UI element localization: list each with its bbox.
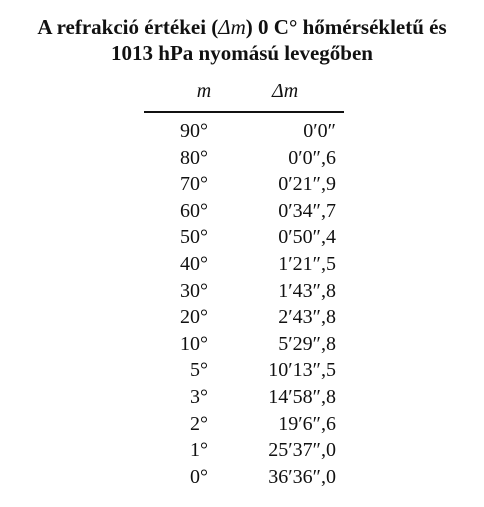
table-row (144, 331, 344, 358)
cell-delta-m: 14′58″,8 (268, 385, 336, 408)
cell-delta-m: 0′34″,7 (278, 199, 336, 222)
cell-delta-m: 0′21″,9 (278, 173, 336, 196)
cell-delta-m: 0′0″ (303, 120, 336, 142)
title-part-1: A refrakció értékei ( (37, 15, 219, 39)
table-body (144, 118, 344, 490)
title-line-1 (0, 14, 484, 40)
refraction-table (144, 80, 344, 488)
title-part-2: ) 0 C° hőmérsékletű és (245, 15, 447, 39)
cell-delta-m: 5′29″,8 (278, 332, 336, 355)
table-row (144, 464, 344, 491)
table-row (144, 118, 344, 145)
header-rule (144, 111, 344, 113)
table-row (144, 384, 344, 411)
cell-delta-m: 19′6″,6 (278, 412, 336, 435)
title-line-2: 1013 hPa nyomású levegőben (111, 41, 373, 65)
cell-m: 20° (180, 306, 208, 329)
cell-m: 5° (190, 359, 208, 382)
cell-m: 2° (190, 412, 208, 435)
cell-delta-m: 0′0″,6 (288, 146, 336, 169)
cell-m: 0° (190, 465, 208, 488)
page-title (0, 14, 484, 66)
header-delta-m: Δm (272, 80, 299, 102)
cell-m: 80° (180, 146, 208, 169)
table-row (144, 304, 344, 331)
table-row (144, 411, 344, 438)
cell-delta-m: 2′43″,8 (278, 306, 336, 329)
cell-m: 30° (180, 279, 208, 302)
header-m: m (196, 80, 212, 102)
cell-m: 1° (190, 439, 208, 462)
table-header (144, 80, 344, 108)
table-row (144, 145, 344, 172)
cell-m: 90° (180, 120, 208, 142)
table-row (144, 198, 344, 225)
cell-m: 10° (180, 332, 208, 355)
cell-m: 40° (180, 252, 208, 275)
title-variable: Δm (218, 15, 246, 39)
table-row (144, 251, 344, 278)
cell-delta-m: 36′36″,0 (268, 465, 336, 488)
cell-m: 3° (190, 385, 208, 408)
table-row (144, 437, 344, 464)
cell-delta-m: 10′13″,5 (268, 359, 336, 382)
table-row (144, 224, 344, 251)
table-row (144, 357, 344, 384)
cell-m: 50° (180, 226, 208, 249)
cell-m: 60° (180, 199, 208, 222)
cell-delta-m: 25′37″,0 (268, 439, 336, 462)
cell-delta-m: 0′50″,4 (278, 226, 336, 249)
table-row (144, 278, 344, 305)
table-row (144, 171, 344, 198)
cell-m: 70° (180, 173, 208, 196)
cell-delta-m: 1′43″,8 (278, 279, 336, 302)
cell-delta-m: 1′21″,5 (278, 252, 336, 275)
